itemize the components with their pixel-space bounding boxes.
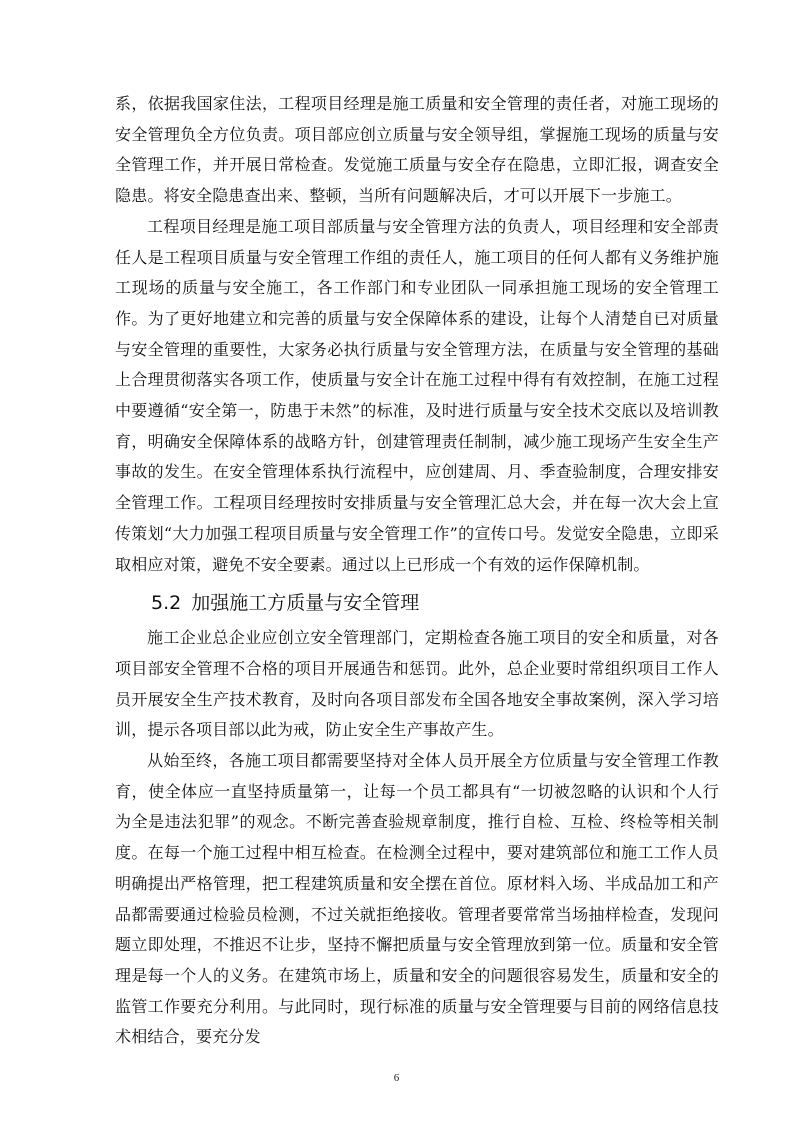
paragraph-enterprise-management: 施工企业总企业应创立安全管理部门，定期检查各施工项目的安全和质量，对各项目部安全管理不合格的项目开展通告和惩罚。此外，总企业要时常组织项目工作人员开展安全生产技术教育，及时向各项目部发布全国各地安全事故案例，深入学习培训，提示各项目部以此为戒，防止安全生产事故产生。 bbox=[115, 628, 719, 740]
paragraph-continued: 系，依据我国家住法，工程项目经理是施工质量和安全管理的责任者，对施工现场的安全管理负全方位负责。项目部应创立质量与安全领导组，掌握施工现场的质量与安全管理工作，并开展日常检查。发觉施工质量与安全存在隐患，立即汇报，调查安全隐患。将安全隐患查出来、整顿，当所有问题解决后，才可以开展下一步施工。 bbox=[115, 94, 719, 206]
page-number: 6 bbox=[393, 1072, 400, 1084]
section-heading bbox=[151, 588, 719, 618]
section-number: 5.2 bbox=[151, 592, 182, 615]
paragraph-project-manager: 工程项目经理是施工项目部质量与安全管理方法的负责人，项目经理和安全部责任人是工程项目质量与安全管理工作组的责任人，施工项目的任何人都有义务维护施工现场的质量与安全施工，各工作部门和专业团队一同承担施工现场的安全管理工作。为了更好地建立和完善的质量与安全保障体系的建设，让每个人清楚自已对质量与安全管理的重要性，大家务必执行质量与安全管理方法，在质量与安全管理的基础上合理贯彻落实各项工作，使质量与安全计在施工过程中得有有效控制，在施工过程中要遵循“安全第一，防患于未然”的标准，及时进行质量与安全技术交底以及培训教育，明确安全保障体系的战略方针，创建管理责任制制，减少施工现场产生安全生产事故的发生。在安全管理体系执行流程中，应创建周、月、季查验制度，合理安排安全管理工作。工程项目经理按时安排质量与安全管理汇总大会，并在每一次大会上宣传策划“大力加强工程项目质量与安全管理工作”的宣传口号。发觉安全隐患，立即采取相应对策，避免不安全要素。通过以上已形成一个有效的运作保障机制。 bbox=[115, 216, 719, 574]
paragraph-quality-education: 从始至终，各施工项目都需要坚持对全体人员开展全方位质量与安全管理工作教育，使全体应一直坚持质量第一，让每一个员工都具有“一切被忽略的认识和个人行为全是违法犯罪”的观念。不断完善查验规章制度，推行自检、互检、终检等相关制度。在每一个施工过程中相互检查。在检测全过程中，要对建筑部位和施工工作人员明确提出严格管理，把工程建筑质量和安全摆在首位。原材料入场、半成品加工和产品都需要通过检验员检测，不过关就拒绝接收。管理者要常常当场抽样检查，发现问题立即处理，不推迟不让步，坚持不懈把质量与安全管理放到第一位。质量和安全管理是每一个人的义务。在建筑市场上，质量和安全的问题很容易发生，质量和安全的监管工作要充分利用。与此同时，现行标准的质量与安全管理要与目前的网络信息技术相结合，要充分发 bbox=[115, 751, 719, 1047]
section-title: 加强施工方质量与安全管理 bbox=[191, 592, 420, 615]
page-body bbox=[115, 89, 719, 1053]
